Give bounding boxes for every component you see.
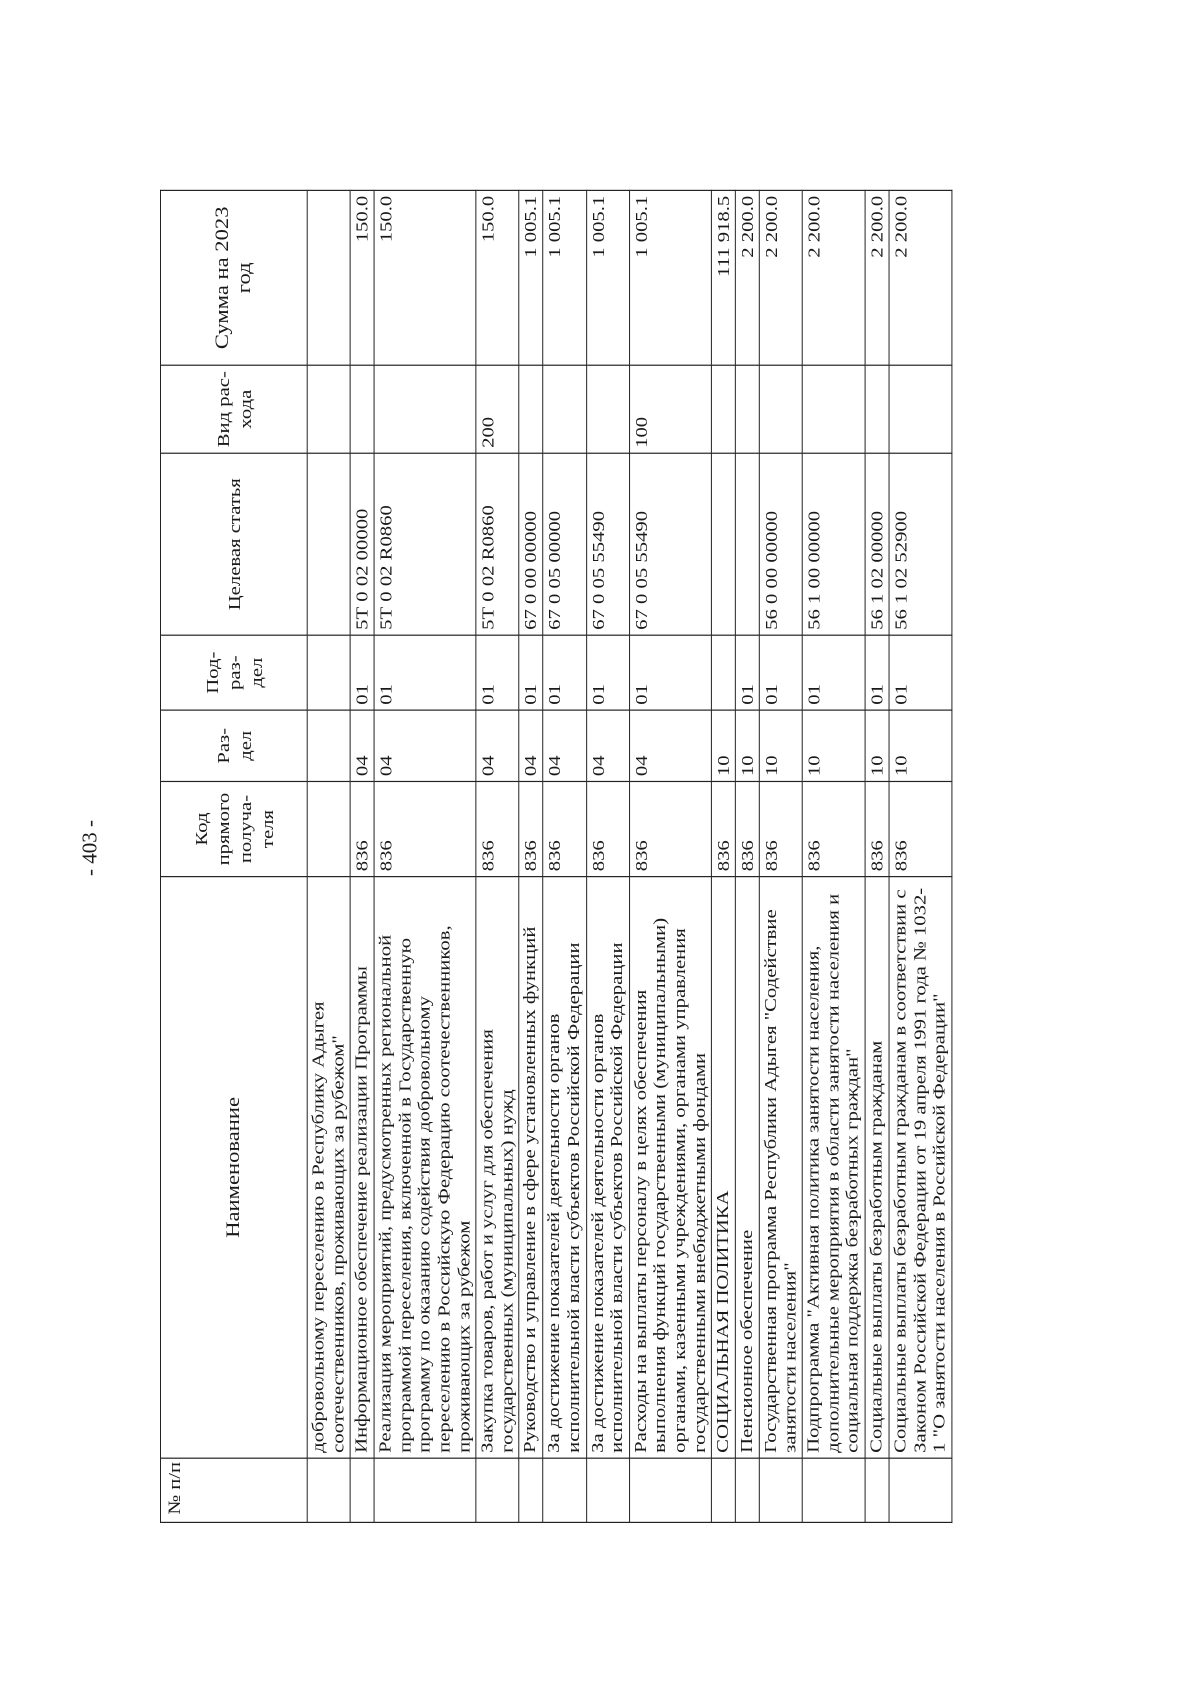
cell-code bbox=[307, 781, 350, 876]
rotated-table-container bbox=[160, 191, 1058, 1523]
cell-razdel: 10 bbox=[759, 710, 802, 781]
cell-celevaya bbox=[711, 453, 735, 635]
cell-razdel: 10 bbox=[889, 710, 952, 781]
cell-podrazdel: 01 bbox=[759, 635, 802, 710]
cell-vid bbox=[759, 365, 802, 453]
cell-num bbox=[802, 1458, 865, 1522]
cell-code: 836 bbox=[711, 781, 735, 876]
cell-razdel: 04 bbox=[350, 710, 374, 781]
budget-table bbox=[160, 190, 952, 1523]
cell-vid bbox=[711, 365, 735, 453]
cell-celevaya: 67 0 05 55490 bbox=[629, 453, 711, 635]
cell-podrazdel: 01 bbox=[374, 635, 476, 710]
cell-code: 836 bbox=[519, 781, 543, 876]
table-row bbox=[374, 190, 476, 1522]
cell-num bbox=[350, 1458, 374, 1522]
cell-num bbox=[889, 1458, 952, 1522]
cell-summa: 2 200.0 bbox=[865, 190, 889, 365]
cell-razdel bbox=[307, 710, 350, 781]
cell-vid: 100 bbox=[629, 365, 711, 453]
cell-code: 836 bbox=[759, 781, 802, 876]
cell-name: Социальные выплаты безработным гражданам в соответствии с Законом Российской Федерации от 19 апреля 1991 года № 1032-1 "О занятости населения в Российской Федерации" bbox=[889, 877, 952, 1459]
table-row bbox=[759, 190, 802, 1522]
cell-podrazdel: 01 bbox=[735, 635, 759, 710]
header-summa: Сумма на 2023 год bbox=[160, 190, 307, 365]
cell-podrazdel bbox=[711, 635, 735, 710]
table-header bbox=[160, 190, 307, 1522]
table-row bbox=[711, 190, 735, 1522]
cell-podrazdel: 01 bbox=[350, 635, 374, 710]
cell-razdel: 10 bbox=[865, 710, 889, 781]
table-row bbox=[543, 190, 586, 1522]
cell-num bbox=[629, 1458, 711, 1522]
cell-code: 836 bbox=[374, 781, 476, 876]
cell-name: Руководство и управление в сфере установленных функций bbox=[519, 877, 543, 1459]
cell-podrazdel: 01 bbox=[543, 635, 586, 710]
header-celevaya: Целевая статья bbox=[160, 453, 307, 635]
cell-code: 836 bbox=[889, 781, 952, 876]
cell-num bbox=[543, 1458, 586, 1522]
cell-name: Подпрограмма "Активная политика занятости населения, дополнительные мероприятия в области занятости населения и социальная поддержка безработных граждан" bbox=[802, 877, 865, 1459]
cell-celevaya: 67 0 05 55490 bbox=[586, 453, 629, 635]
cell-vid: 200 bbox=[476, 365, 519, 453]
table-row bbox=[307, 190, 350, 1522]
cell-num bbox=[519, 1458, 543, 1522]
cell-razdel: 04 bbox=[629, 710, 711, 781]
cell-podrazdel: 01 bbox=[476, 635, 519, 710]
cell-vid bbox=[865, 365, 889, 453]
table-row bbox=[629, 190, 711, 1522]
cell-celevaya: 67 0 00 00000 bbox=[519, 453, 543, 635]
cell-vid bbox=[735, 365, 759, 453]
cell-celevaya: 56 1 00 00000 bbox=[802, 453, 865, 635]
cell-num bbox=[476, 1458, 519, 1522]
table-row bbox=[476, 190, 519, 1522]
header-vid: Вид рас- хода bbox=[160, 365, 307, 453]
header-code: Код прямого получа- теля bbox=[160, 781, 307, 876]
cell-celevaya bbox=[307, 453, 350, 635]
header-razdel: Раз- дел bbox=[160, 710, 307, 781]
cell-name: Государственная программа Республики Адыгея "Содействие занятости населения" bbox=[759, 877, 802, 1459]
table-body bbox=[307, 190, 952, 1522]
cell-vid bbox=[586, 365, 629, 453]
cell-num bbox=[307, 1458, 350, 1522]
cell-podrazdel bbox=[307, 635, 350, 710]
cell-num bbox=[759, 1458, 802, 1522]
cell-summa: 111 918.5 bbox=[711, 190, 735, 365]
cell-num bbox=[865, 1458, 889, 1522]
cell-summa: 1 005.1 bbox=[519, 190, 543, 365]
cell-name: Расходы на выплаты персоналу в целях обеспечения выполнения функций государственными (муниципальными) органами, казенными учреждениями, органами управления государственными внебюджетными фондами bbox=[629, 877, 711, 1459]
cell-code: 836 bbox=[735, 781, 759, 876]
cell-podrazdel: 01 bbox=[629, 635, 711, 710]
table-row bbox=[889, 190, 952, 1522]
table-row bbox=[865, 190, 889, 1522]
cell-code: 836 bbox=[350, 781, 374, 876]
cell-vid bbox=[350, 365, 374, 453]
cell-code: 836 bbox=[586, 781, 629, 876]
cell-num bbox=[586, 1458, 629, 1522]
cell-summa: 1 005.1 bbox=[543, 190, 586, 365]
cell-razdel: 04 bbox=[519, 710, 543, 781]
cell-num bbox=[711, 1458, 735, 1522]
cell-summa: 2 200.0 bbox=[889, 190, 952, 365]
table-row bbox=[350, 190, 374, 1522]
cell-celevaya: 56 1 02 52900 bbox=[889, 453, 952, 635]
cell-celevaya: 5Т 0 02 R0860 bbox=[374, 453, 476, 635]
cell-num bbox=[735, 1458, 759, 1522]
cell-celevaya: 67 0 05 00000 bbox=[543, 453, 586, 635]
cell-summa: 150.0 bbox=[476, 190, 519, 365]
cell-code: 836 bbox=[476, 781, 519, 876]
cell-code: 836 bbox=[802, 781, 865, 876]
cell-celevaya: 56 0 00 00000 bbox=[759, 453, 802, 635]
cell-celevaya: 56 1 02 00000 bbox=[865, 453, 889, 635]
cell-podrazdel: 01 bbox=[519, 635, 543, 710]
header-name: Наименование bbox=[160, 877, 307, 1459]
page-number: - 403 - bbox=[77, 820, 102, 876]
cell-razdel: 04 bbox=[374, 710, 476, 781]
cell-summa: 2 200.0 bbox=[759, 190, 802, 365]
cell-podrazdel: 01 bbox=[865, 635, 889, 710]
table-row bbox=[586, 190, 629, 1522]
cell-name: добровольному переселению в Республику Адыгея соотечественников, проживающих за рубежом" bbox=[307, 877, 350, 1459]
cell-razdel: 04 bbox=[476, 710, 519, 781]
cell-summa: 1 005.1 bbox=[586, 190, 629, 365]
cell-code: 836 bbox=[865, 781, 889, 876]
cell-summa: 150.0 bbox=[350, 190, 374, 365]
cell-name: За достижение показателей деятельности органов исполнительной власти субъектов Российской Федерации bbox=[543, 877, 586, 1459]
table-row bbox=[735, 190, 759, 1522]
cell-name: Реализация мероприятий, предусмотренных региональной программой переселения, включенной в Государственную программу по оказанию содействия добровольному переселению в Российскую Федерацию соотечественников, проживающих за рубежом bbox=[374, 877, 476, 1459]
table-row bbox=[519, 190, 543, 1522]
cell-code: 836 bbox=[629, 781, 711, 876]
header-podrazdel: Под- раз- дел bbox=[160, 635, 307, 710]
cell-summa: 2 200.0 bbox=[735, 190, 759, 365]
cell-name: СОЦИАЛЬНАЯ ПОЛИТИКА bbox=[711, 877, 735, 1459]
cell-vid bbox=[519, 365, 543, 453]
cell-razdel: 10 bbox=[735, 710, 759, 781]
cell-podrazdel: 01 bbox=[889, 635, 952, 710]
cell-summa: 1 005.1 bbox=[629, 190, 711, 365]
cell-num bbox=[374, 1458, 476, 1522]
cell-razdel: 10 bbox=[711, 710, 735, 781]
cell-vid bbox=[307, 365, 350, 453]
cell-name: Пенсионное обеспечение bbox=[735, 877, 759, 1459]
cell-summa bbox=[307, 190, 350, 365]
cell-name: За достижение показателей деятельности органов исполнительной власти субъектов Российской Федерации bbox=[586, 877, 629, 1459]
cell-razdel: 10 bbox=[802, 710, 865, 781]
cell-code: 836 bbox=[543, 781, 586, 876]
cell-vid bbox=[802, 365, 865, 453]
cell-razdel: 04 bbox=[543, 710, 586, 781]
cell-vid bbox=[374, 365, 476, 453]
cell-celevaya: 5Т 0 02 R0860 bbox=[476, 453, 519, 635]
cell-summa: 150.0 bbox=[374, 190, 476, 365]
cell-podrazdel: 01 bbox=[586, 635, 629, 710]
cell-vid bbox=[889, 365, 952, 453]
cell-razdel: 04 bbox=[586, 710, 629, 781]
header-num: № п/п bbox=[160, 1458, 307, 1522]
cell-podrazdel: 01 bbox=[802, 635, 865, 710]
cell-summa: 2 200.0 bbox=[802, 190, 865, 365]
cell-vid bbox=[543, 365, 586, 453]
cell-name: Социальные выплаты безработным гражданам bbox=[865, 877, 889, 1459]
cell-celevaya: 5Т 0 02 00000 bbox=[350, 453, 374, 635]
table-row bbox=[802, 190, 865, 1522]
cell-name: Закупка товаров, работ и услуг для обеспечения государственных (муниципальных) нужд bbox=[476, 877, 519, 1459]
cell-name: Информационное обеспечение реализации Программы bbox=[350, 877, 374, 1459]
header-row bbox=[160, 190, 307, 1522]
cell-celevaya bbox=[735, 453, 759, 635]
